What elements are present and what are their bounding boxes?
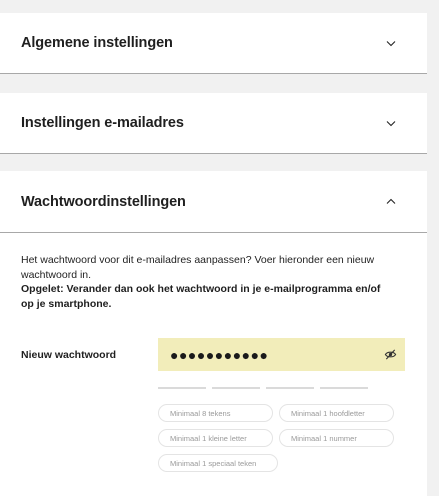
panel-header-general-settings[interactable] [0, 13, 427, 73]
panel-general-settings [0, 13, 427, 74]
password-strength-meter [158, 387, 368, 389]
panel-header-password-settings[interactable] [0, 171, 427, 233]
password-instructions [0, 233, 427, 311]
panel-title: Wachtwoordinstellingen [21, 193, 186, 210]
chevron-up-icon[interactable] [385, 196, 397, 208]
password-mask: ●●●●●●●●●●● [170, 346, 269, 363]
eye-slash-icon[interactable] [384, 348, 397, 361]
strength-segment [212, 387, 260, 389]
warning-text: Opgelet: Verander dan ook het wachtwoord in je e-mailprogramma en/of op je smartphone. [21, 283, 381, 310]
new-password-input[interactable] [158, 338, 405, 371]
requirement-lowercase: Minimaal 1 kleine letter [158, 429, 273, 447]
chevron-down-icon[interactable] [385, 37, 397, 49]
requirement-uppercase: Minimaal 1 hoofdletter [279, 404, 394, 422]
chevron-down-icon[interactable] [385, 117, 397, 129]
strength-segment [158, 387, 206, 389]
panel-title: Algemene instellingen [21, 35, 173, 51]
panel-password-settings [0, 171, 427, 496]
intro-text: Het wachtwoord voor dit e-mailadres aanpassen? Voer hieronder een nieuw wachtwoord in. [21, 254, 375, 281]
panel-email-settings [0, 93, 427, 154]
strength-segment [320, 387, 368, 389]
panel-title: Instellingen e-mailadres [21, 115, 184, 131]
requirement-special-char: Minimaal 1 speciaal teken [158, 454, 278, 472]
new-password-row [21, 338, 405, 371]
new-password-label: Nieuw wachtwoord [21, 348, 117, 361]
panel-header-email-settings[interactable] [0, 93, 427, 153]
requirement-min-length: Minimaal 8 tekens [158, 404, 273, 422]
requirement-number: Minimaal 1 nummer [279, 429, 394, 447]
strength-segment [266, 387, 314, 389]
